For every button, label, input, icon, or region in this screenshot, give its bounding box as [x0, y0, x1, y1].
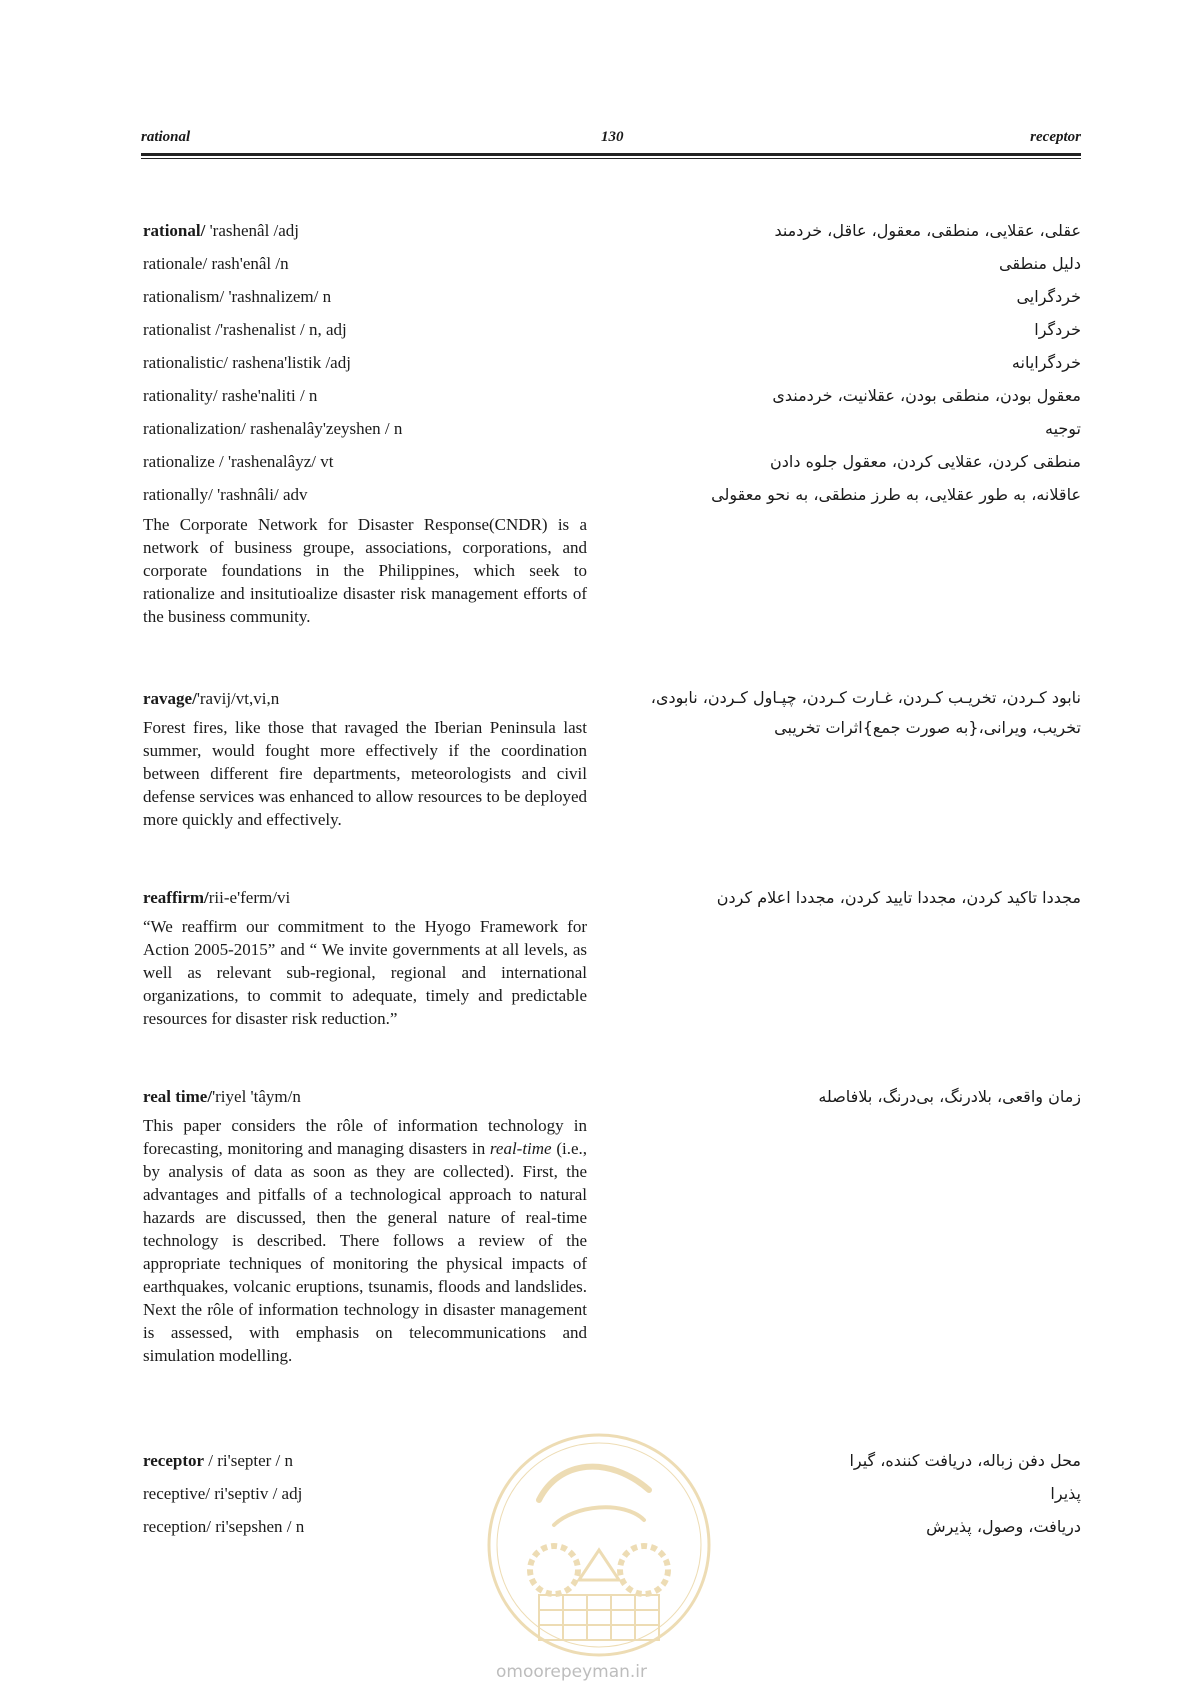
entry-receptive-fa: پذیرا — [1050, 1484, 1081, 1503]
entry-rationalize: rationalize / 'rashenalâyz/ vt — [143, 452, 334, 471]
entry-rationalistic-fa: خردگرایانه — [1011, 353, 1081, 372]
entry-rationally: rationally/ 'rashnâli/ adv — [143, 485, 308, 504]
entry-ravage-fa: نابود کـردن، تخریـب کـردن، غـارت کـردن، چپـاول کـردن، نابودی، تخریب، ویرانی،{به صورت جمع}اثرات تخریبی — [650, 688, 1081, 737]
entry-reaffirm-fa: مجددا تاکید کردن، مجددا تایید کردن، مجددا اعلام کردن — [716, 888, 1081, 907]
entry-rationality-fa: معقول بودن، منطقی بودن، عقلانیت، خردمندی — [772, 386, 1081, 405]
entry-ravage: ravage/'ravij/vt,vi,n — [143, 689, 280, 708]
entry-receptor-fa: محل دفن زباله، دریافت کننده، گیرا — [849, 1451, 1081, 1470]
watermark-logo-icon — [484, 1430, 714, 1660]
entry-real-time-fa: زمان واقعی، بلادرنگ، بی‌درنگ، بلافاصله — [818, 1087, 1081, 1106]
entry-rationale-fa: دلیل منطقی — [999, 254, 1081, 273]
entry-rationale: rationale/ rash'enâl /n — [143, 254, 289, 273]
entry-rational: rational/ 'rashenâl /adj — [143, 221, 300, 240]
example-paragraph-ravage: Forest fires, like those that ravaged the Iberian Peninsula last summer, would fought more effectively if the coordination between different fire departments, meteorologists and civil defense services was enhanced to allow resources to be deployed more quickly and effectively. — [143, 718, 587, 829]
entry-rationalistic: rationalistic/ rashena'listik /adj — [143, 353, 351, 372]
header-first-word: rational — [141, 129, 191, 145]
example-paragraph-real-time: This paper considers the rôle of information technology in forecasting, monitoring and managing disasters in real-time (i.e., by analysis of data as soon as they are collected). First, the advantages and pitfalls of a technological approach to natural hazards are discussed, then the general nature of real-time technology is described. There follows a review of the appropriate techniques of monitoring the physical impacts of earthquakes, volcanic eruptions, tsunamis, floods and landslides. Next the rôle of information technology in disaster management is assessed, with emphasis on telecommunications and simulation modelling. — [143, 1116, 587, 1365]
entry-rationalist: rationalist /'rashenalist / n, adj — [143, 320, 347, 339]
header-last-word: receptor — [1030, 129, 1081, 145]
entry-rationalize-fa: منطقی کردن، عقلایی کردن، معقول جلوه دادن — [770, 452, 1081, 471]
entry-reception-fa: دریافت، وصول، پذیرش — [926, 1517, 1081, 1536]
entry-rationalist-fa: خردگرا — [1034, 320, 1081, 339]
example-paragraph-rational: The Corporate Network for Disaster Response(CNDR) is a network of business groupe, associations, corporations, and corporate foundations in the Philippines, which seek to rationalize and insitutioalize disaster risk management efforts of the business community. — [143, 515, 587, 626]
page-header — [141, 129, 1081, 151]
entry-rationalism-fa: خردگرایی — [1016, 287, 1081, 306]
header-rule-thick — [141, 153, 1081, 156]
entry-receptive: receptive/ ri'septiv / adj — [143, 1484, 303, 1503]
entry-rationalism: rationalism/ 'rashnalizem/ n — [143, 287, 332, 306]
entry-rationally-fa: عاقلانه، به طور عقلایی، به طرز منطقی، به نحو معقولی — [711, 485, 1081, 504]
entry-reaffirm: reaffirm/rii-e'ferm/vi — [143, 888, 291, 907]
entry-rational-fa: عقلی، عقلایی، منطقی، معقول، عاقل، خردمند — [774, 221, 1081, 240]
entry-reception: reception/ ri'sepshen / n — [143, 1517, 305, 1536]
entry-rationalization: rationalization/ rashenalây'zeyshen / n — [143, 419, 403, 438]
example-paragraph-reaffirm: “We reaffirm our commitment to the Hyogo Framework for Action 2005-2015” and “ We invite governments at all levels, as well as relevant sub-regional, regional and international organizations, to commit to adequate, timely and predictable resources for disaster risk reduction.” — [143, 917, 587, 1028]
entry-real-time: real time/'riyel 'tâym/n — [143, 1087, 301, 1106]
entry-rationalization-fa: توجیه — [1044, 419, 1081, 438]
entry-receptor: receptor / ri'septer / n — [143, 1451, 294, 1470]
page-number: 130 — [601, 129, 624, 145]
entry-rationality: rationality/ rashe'naliti / n — [143, 386, 318, 405]
watermark-url: omoorepeyman.ir — [496, 1662, 648, 1682]
header-rule-thin — [141, 158, 1081, 159]
